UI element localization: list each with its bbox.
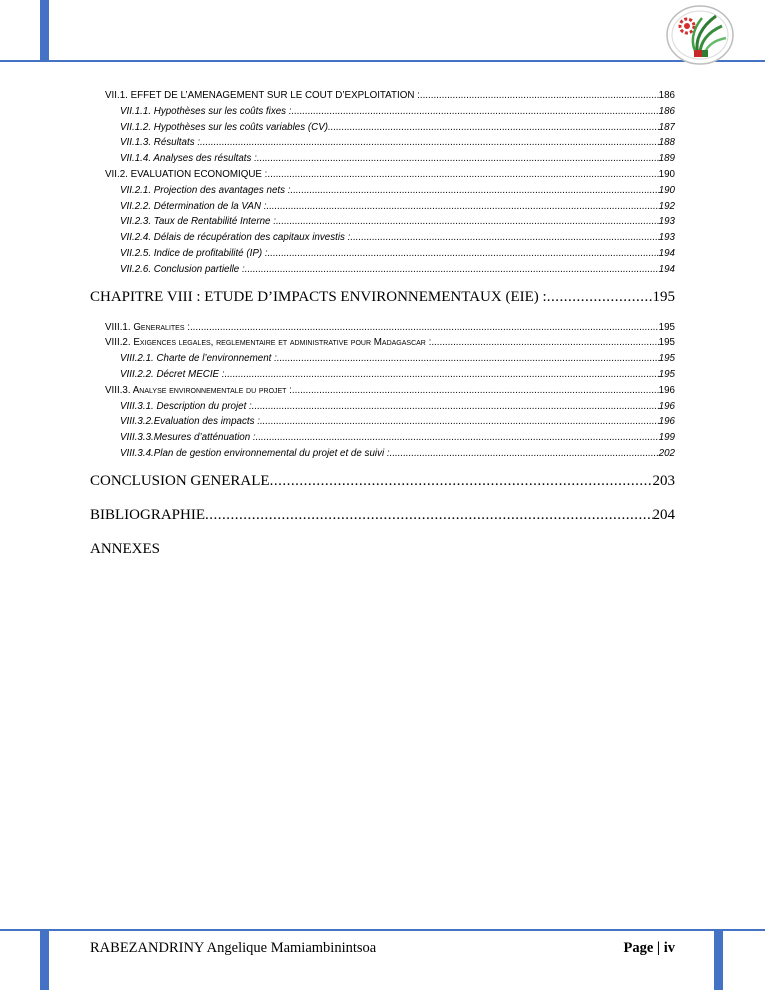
toc-entry-label: VII.2.1. Projection des avantages nets :	[120, 184, 291, 196]
toc-entry-vii-1-4[interactable]	[90, 151, 675, 167]
toc-entry-viii-1[interactable]	[90, 320, 675, 336]
dot-leader	[260, 414, 659, 430]
toc-entry-viii-2-2[interactable]	[90, 367, 675, 383]
toc-entry-label: VII.2.2. Détermination de la VAN :	[120, 200, 267, 212]
dot-leader	[350, 230, 658, 246]
toc-entry-viii-3-4[interactable]	[90, 446, 675, 462]
toc-entry-label: VII.2. EVALUATION ECONOMIQUE :	[105, 168, 268, 180]
toc-entry-viii-3[interactable]	[90, 383, 675, 399]
dot-leader	[205, 504, 653, 526]
footer-rule	[0, 929, 765, 931]
toc-entry-vii-2-3[interactable]	[90, 214, 675, 230]
toc-conclusion-generale[interactable]	[90, 470, 675, 492]
toc-entry-label: VIII.2.1. Charte de l’environnement :	[120, 353, 277, 365]
toc-entry-vii-2-2[interactable]	[90, 199, 675, 215]
footer-author: RABEZANDRINY Angelique Mamiambinintsoa	[90, 940, 377, 956]
dot-leader	[270, 470, 653, 492]
toc-entry-label: VIII.2. Exigences legales, reglementaire et administrative pour Madagascar :	[105, 337, 432, 349]
dot-leader	[290, 183, 658, 199]
toc-entry-label: VII.1.1. Hypothèses sur les coûts fixes :	[120, 105, 292, 117]
dot-leader	[420, 88, 659, 104]
dot-leader	[256, 430, 659, 446]
toc-entry-label: VII.1.3. Résultats :	[120, 137, 201, 149]
toc-entry-page: 199	[658, 432, 675, 444]
university-emblem-icon	[664, 4, 736, 66]
dot-leader	[225, 367, 659, 383]
toc-entry-vii-1[interactable]	[90, 88, 675, 104]
footer-accent-bar-left	[40, 931, 49, 990]
toc-entry-page: 196	[658, 400, 675, 412]
table-of-contents	[90, 88, 675, 560]
header-accent-bar	[40, 0, 49, 60]
toc-entry-page: 194	[658, 247, 675, 259]
toc-entry-page: 194	[658, 263, 675, 275]
dot-leader	[245, 262, 659, 278]
toc-entry-page: 188	[658, 137, 675, 149]
dot-leader	[277, 351, 659, 367]
toc-entry-page: 204	[652, 506, 675, 523]
toc-annexes[interactable]	[90, 538, 675, 560]
toc-entry-page: 195	[658, 353, 675, 365]
dot-leader	[257, 151, 659, 167]
toc-entry-label: VII.2.6. Conclusion partielle :	[120, 263, 245, 275]
toc-bibliographie[interactable]	[90, 504, 675, 526]
toc-entry-label: VII.1.2. Hypothèses sur les coûts variables (CV)	[120, 121, 328, 133]
toc-entry-label: VII.2.3. Taux de Rentabilité Interne :	[120, 216, 276, 228]
toc-entry-page: 195	[652, 288, 675, 305]
dot-leader	[276, 214, 659, 230]
toc-entry-viii-2[interactable]	[90, 335, 675, 351]
toc-entry-vii-2-4[interactable]	[90, 230, 675, 246]
toc-entry-label: CONCLUSION GENERALE	[90, 472, 270, 489]
toc-entry-label: ANNEXES	[90, 540, 160, 557]
toc-entry-label: VIII.3.1. Description du projet :	[120, 400, 252, 412]
toc-entry-page: 192	[658, 200, 675, 212]
dot-leader	[431, 335, 658, 351]
toc-entry-vii-1-1[interactable]	[90, 104, 675, 120]
dot-leader	[292, 104, 659, 120]
footer-page-number: Page | iv	[623, 940, 675, 956]
toc-entry-label: VIII.3.4.Plan de gestion environnemental du projet et de suivi :	[120, 447, 390, 459]
toc-entry-page: 203	[652, 472, 675, 489]
toc-entry-label: VIII.2.2. Décret MECIE :	[120, 368, 225, 380]
toc-entry-vii-2[interactable]	[90, 167, 675, 183]
toc-entry-vii-1-2[interactable]	[90, 120, 675, 136]
dot-leader	[190, 320, 659, 336]
toc-entry-vii-1-3[interactable]	[90, 135, 675, 151]
toc-entry-viii-3-3[interactable]	[90, 430, 675, 446]
toc-entry-page: 195	[658, 368, 675, 380]
dot-leader	[328, 120, 659, 136]
toc-entry-page: 189	[658, 153, 675, 165]
toc-entry-label: VIII.3.2.Evaluation des impacts :	[120, 416, 260, 428]
toc-entry-page: 186	[658, 105, 675, 117]
toc-entry-page: 190	[658, 168, 675, 180]
toc-entry-label: VII.1. EFFET DE L’AMENAGEMENT SUR LE COUT D’EXPLOITATION :	[105, 90, 420, 101]
dot-leader	[547, 286, 653, 308]
header-rule	[0, 60, 765, 62]
toc-entry-viii-3-2[interactable]	[90, 414, 675, 430]
dot-leader	[266, 199, 658, 215]
toc-entry-vii-2-1[interactable]	[90, 183, 675, 199]
toc-entry-label: CHAPITRE VIII : ETUDE D’IMPACTS ENVIRONNEMENTAUX (EIE) :	[90, 288, 547, 305]
toc-entry-viii-2-1[interactable]	[90, 351, 675, 367]
toc-entry-page: 196	[658, 384, 675, 396]
dot-leader	[390, 446, 659, 462]
toc-entry-page: 190	[658, 184, 675, 196]
toc-entry-label: VII.2.5. Indice de profitabilité (IP) :	[120, 247, 268, 259]
toc-entry-label: VIII.3. Analyse environnementale du projet :	[105, 384, 292, 396]
toc-entry-page: 186	[658, 90, 675, 101]
toc-entry-page: 193	[658, 232, 675, 244]
footer-accent-bar-right	[714, 931, 723, 990]
toc-entry-page: 196	[658, 416, 675, 428]
toc-entry-label: VIII.1. Generalites :	[105, 321, 190, 333]
toc-chapter-viii[interactable]	[90, 286, 675, 308]
toc-entry-page: 195	[658, 337, 675, 349]
toc-entry-page: 202	[658, 447, 675, 459]
dot-leader	[267, 167, 658, 183]
toc-entry-viii-3-1[interactable]	[90, 399, 675, 415]
toc-entry-page: 195	[658, 321, 675, 333]
toc-entry-page: 193	[658, 216, 675, 228]
dot-leader	[292, 383, 659, 399]
toc-entry-label: VIII.3.3.Mesures d’atténuation :	[120, 432, 256, 444]
dot-leader	[268, 246, 659, 262]
toc-entry-label: VII.2.4. Délais de récupération des capitaux investis :	[120, 232, 351, 244]
dot-leader	[252, 399, 659, 415]
toc-entry-label: BIBLIOGRAPHIE	[90, 506, 205, 523]
toc-entry-vii-2-5[interactable]	[90, 246, 675, 262]
toc-entry-vii-2-6[interactable]	[90, 262, 675, 278]
toc-entry-label: VII.1.4. Analyses des résultats :	[120, 153, 257, 165]
toc-entry-page: 187	[658, 121, 675, 133]
dot-leader	[200, 135, 659, 151]
